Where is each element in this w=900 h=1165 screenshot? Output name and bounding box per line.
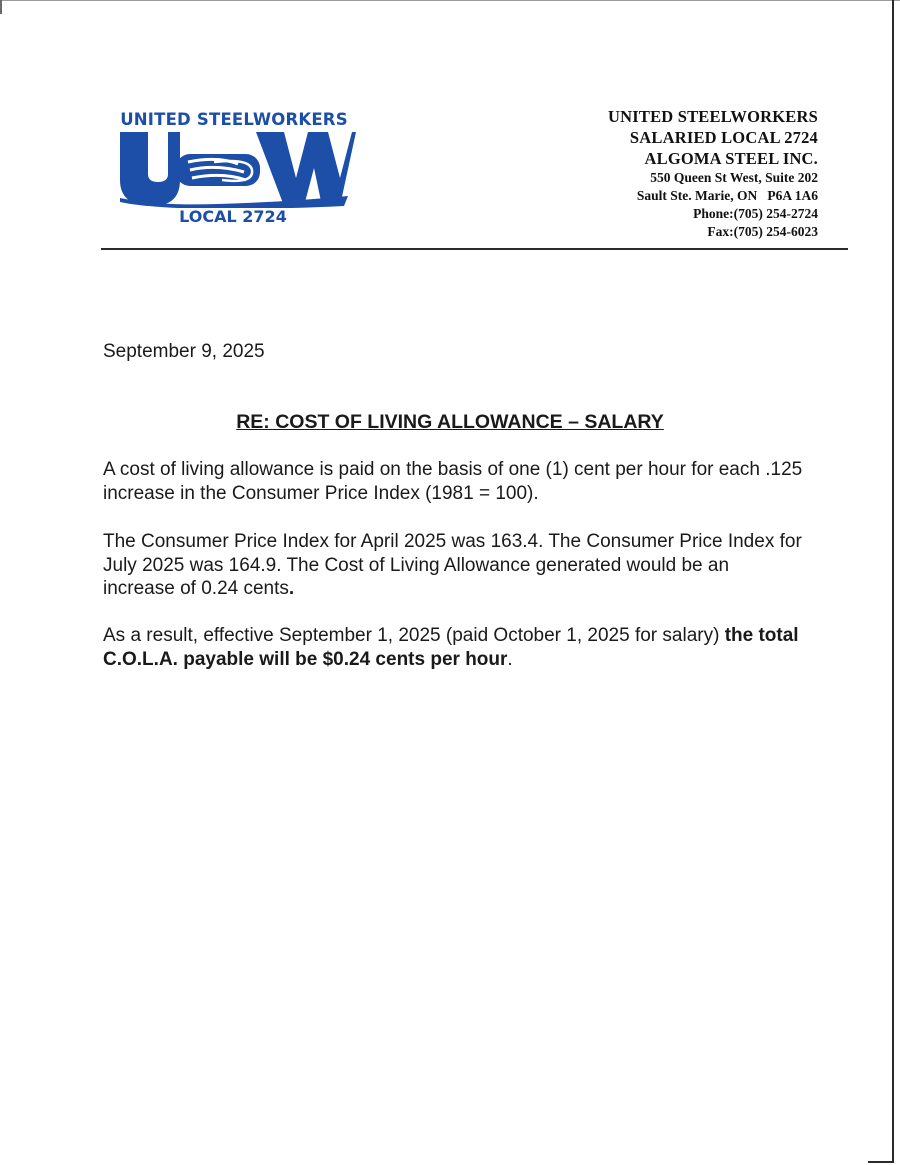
paragraph-2-text: The Consumer Price Index for April 2025 was 163.4. The Consumer Price Index for July 2025 was 164.9. The Cost of Living Allowance generated would be an increase of 0.24 cents (103, 531, 802, 599)
letter-subject (0, 411, 900, 434)
scan-edge-bottom (868, 1161, 894, 1163)
usw-mark-icon (118, 132, 358, 208)
usw-logo (118, 110, 358, 230)
header-divider (101, 248, 848, 250)
paragraph-2 (103, 530, 803, 601)
paragraph-3-bold: the total C.O.L.A. payable will be $0.24 cents per hour (103, 625, 799, 670)
letterhead-phone: Phone:(705) 254-2724 (693, 206, 818, 221)
paragraph-3-text: As a result, effective September 1, 2025 (paid October 1, 2025 for salary) (103, 625, 725, 646)
scan-edge-left (0, 0, 2, 14)
logo-bottom-text: LOCAL 2724 (179, 207, 287, 226)
logo-top-text: UNITED STEELWORKERS (120, 110, 348, 129)
scan-edge-top (0, 0, 900, 1)
letterhead-address-block (608, 106, 818, 241)
letterhead-address: 550 Queen St West, Suite 202 (650, 170, 818, 185)
letterhead-line1: UNITED STEELWORKERS (608, 107, 818, 126)
paragraph-1: A cost of living allowance is paid on the basis of one (1) cent per hour for each .125 increase in the Consumer Price Index (1981 = 100). (103, 459, 803, 504)
letterhead-city: Sault Ste. Marie, ON P6A 1A6 (636, 188, 818, 203)
letterhead-line3: ALGOMA STEEL INC. (644, 149, 818, 168)
letter-subject-text: RE: COST OF LIVING ALLOWANCE – SALARY (236, 411, 664, 433)
paragraph-2-period: . (288, 578, 295, 599)
scan-edge-right (892, 0, 894, 1163)
letterhead-line2: SALARIED LOCAL 2724 (629, 128, 818, 147)
paragraph-3 (103, 624, 803, 671)
paragraph-3-period: . (507, 648, 513, 670)
letterhead-fax: Fax:(705) 254-6023 (707, 224, 818, 239)
letter-date: September 9, 2025 (103, 341, 265, 362)
